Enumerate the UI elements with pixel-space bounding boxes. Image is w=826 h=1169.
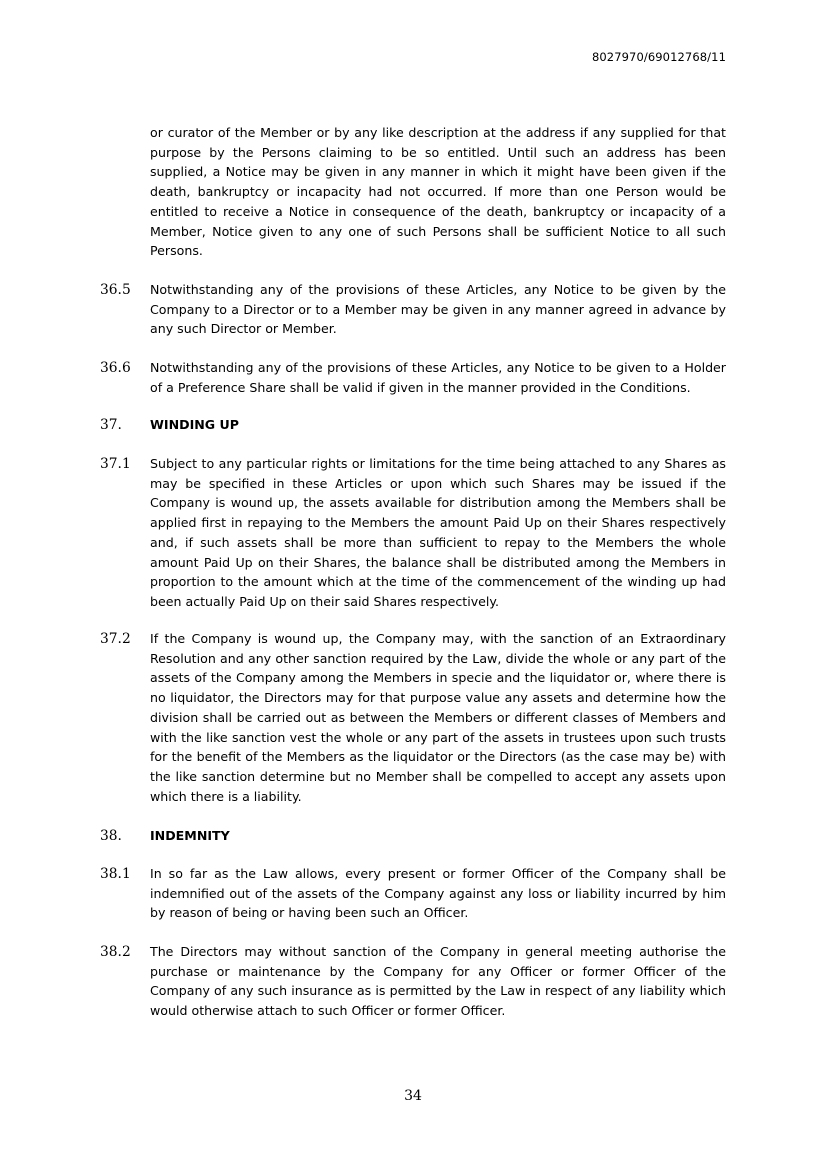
clause-38-1-text: In so far as the Law allows, every present or former Officer of the Company shall be indemnified out of the assets of the Company against any loss or liability incurred by him by reason of being or having been such an Officer. [150, 866, 726, 921]
clause-38-2-text: The Directors may without sanction of the Company in general meeting authorise the purchase or maintenance by the Company for any Officer or former Officer of the Company of any such insurance as is permitted by the Law in respect of any liability which would otherwise attach to such Officer or former Officer. [150, 944, 726, 1019]
paragraph-36-4-continued: or curator of the Member or by any like description at the address if any supplied for that purpose by the Persons claiming to be so entitled. Until such an address has been supplied, a Notice may be given in any manner in which it might have been given if the death, bankruptcy or incapacity had not occurred. If more than one Person would be entitled to receive a Notice in consequence of the death, bankruptcy or incapacity of a Member, Notice given to any one of such Persons shall be sufficient Notice to all such Persons. [150, 125, 726, 259]
section-heading-indemnity: INDEMNITY [150, 828, 230, 843]
section-number-38: 38. [100, 828, 122, 844]
clause-number-38-1: 38.1 [100, 866, 131, 882]
clause-number-37-2: 37.2 [100, 631, 131, 647]
clause-number-36-5: 36.5 [100, 282, 131, 298]
clause-37-1-text: Subject to any particular rights or limitations for the time being attached to any Shares as may be specified in these Articles or upon which such Shares may be issued if the Company is wound up, the assets available for distribution among the Members shall be applied first in repaying to the Members the amount Paid Up on their Shares respectively and, if such assets shall be more than sufficient to repay to the Members the whole amount Paid Up on their Shares, the balance shall be distributed among the Members in proportion to the amount which at the time of the commencement of the winding up had been actually Paid Up on their said Shares respectively. [150, 456, 726, 609]
section-number-37: 37. [100, 417, 122, 433]
document-reference: 8027970/69012768/11 [591, 50, 726, 64]
clause-36-6-text: Notwithstanding any of the provisions of these Articles, any Notice to be given to a Holder of a Preference Share shall be valid if given in the manner provided in the Conditions. [150, 360, 726, 395]
clause-number-36-6: 36.6 [100, 360, 131, 376]
clause-37-2-text: If the Company is wound up, the Company may, with the sanction of an Extraordinary Resolution and any other sanction required by the Law, divide the whole or any part of the assets of the Company among the Members in specie and the liquidator or, where there is no liquidator, the Directors may for that purpose value any assets and determine how the division shall be carried out as between the Members or different classes of Members and with the like sanction vest the whole or any part of the assets in trustees upon such trusts for the benefit of the Members as the liquidator or the Directors (as the case may be) with the like sanction determine but no Member shall be compelled to accept any assets upon which there is a liability. [150, 631, 726, 804]
clause-number-38-2: 38.2 [100, 944, 131, 960]
clause-36-5-text: Notwithstanding any of the provisions of these Articles, any Notice to be given by the Company to a Director or to a Member may be given in any manner agreed in advance by any such Director or Member. [150, 282, 726, 337]
clause-number-37-1: 37.1 [100, 456, 131, 472]
page-number: 34 [404, 1088, 422, 1104]
section-heading-winding-up: WINDING UP [150, 417, 239, 432]
